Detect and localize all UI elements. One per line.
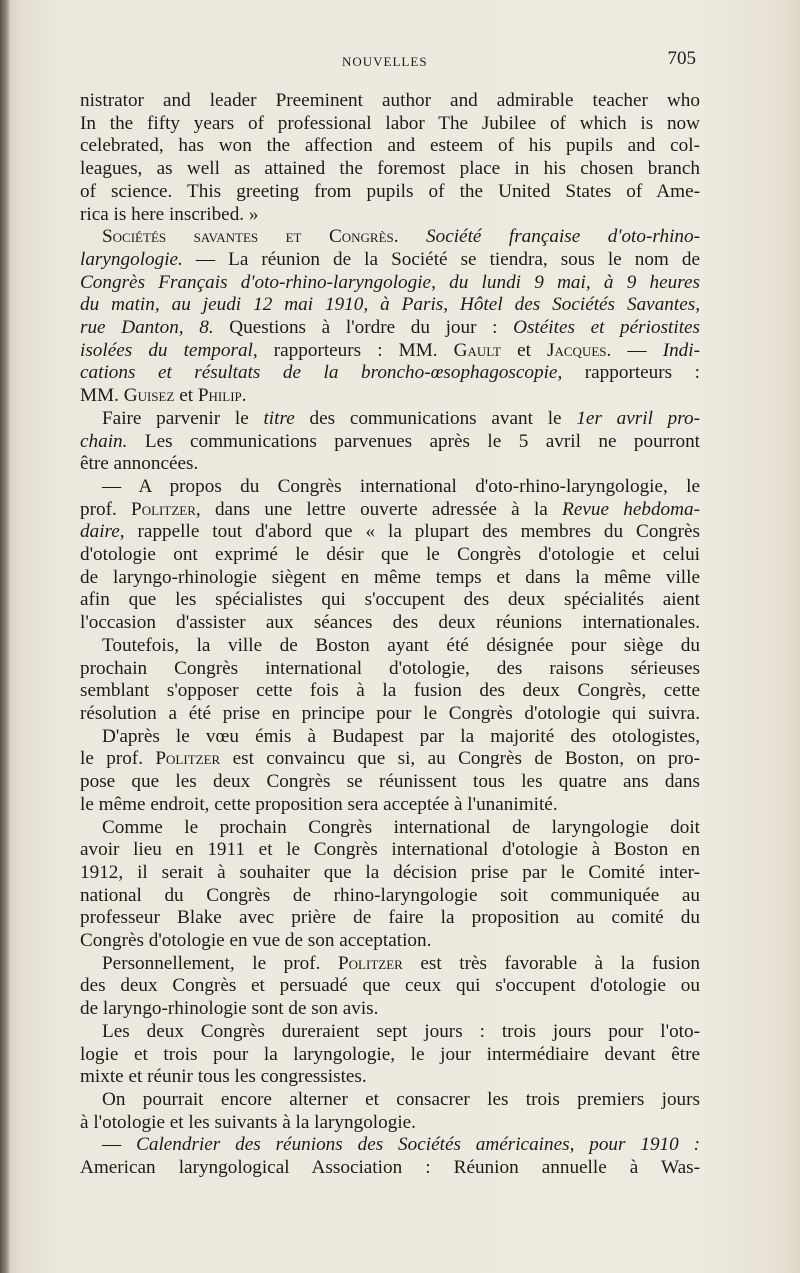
text-line: Congrès d'otologie en vue de son acceptation. — [80, 930, 432, 952]
text-span: Questions à l'ordre du jour : — [213, 317, 514, 339]
text-line: Toutefois, la ville de Boston ayant été désignée pour siège du — [102, 634, 700, 656]
journal-title: Revue hebdoma- — [562, 498, 700, 520]
text-line: résolution a été prise en principe pour le Congrès d'otologie qui suivra. — [80, 702, 700, 724]
text-line: l'occasion d'assister aux séances des deux réunions internationales. — [80, 612, 700, 634]
text-line — [80, 294, 700, 317]
text-span: le prof. — [80, 748, 156, 770]
author-name: Guisez — [123, 385, 175, 407]
author-name: Politzer — [131, 498, 196, 520]
book-spine-shadow — [0, 0, 10, 1273]
text-span: et — [501, 339, 548, 361]
text-span: , rappelle tout d'abord que « la plupart des membres du Congrès — [119, 521, 700, 543]
text-line — [80, 521, 700, 544]
text-line: mixte et réunir tous les congressistes. — [80, 1066, 367, 1088]
text-span: prof. — [80, 498, 132, 520]
text-span: rapporteurs : MM. — [257, 339, 454, 361]
text-line: à l'otologie et les suivants à la laryngologie. — [80, 1111, 416, 1133]
society-name: Société française d'oto-rhino- — [426, 226, 700, 248]
text-span: rapporteurs : — [562, 362, 700, 384]
text-line: de laryngo-rhinologie siègent en même temps et dans la même ville — [80, 566, 700, 588]
text-line: In the fifty years of professional labor The Jubilee of which is now — [80, 112, 700, 134]
text-line — [80, 408, 700, 431]
text-line — [80, 499, 700, 522]
author-name: Philip — [197, 385, 242, 407]
italic-span: Congrès Français d'oto-rhino-laryngologie, du lundi 9 mai, à 9 heures — [80, 271, 700, 293]
text-line: Comme le prochain Congrès international de laryngologie doit — [102, 816, 700, 838]
italic-span: 1er avril pro- — [576, 407, 700, 429]
text-line: de laryngo-rhinologie sont de son avis. — [80, 998, 379, 1020]
text-line: d'otologie ont exprimé le désir que le Congrès d'otologie et celui — [80, 544, 700, 566]
text-span: et — [174, 385, 198, 407]
text-span: Personnellement, le prof. — [102, 952, 338, 974]
italic-span: du matin, au jeudi 12 mai 1910, à Paris, Hôtel des Sociétés Savantes, — [80, 294, 700, 316]
italic-span: isolées du temporal, — [80, 339, 258, 361]
section-heading: Sociétés savantes et Congrès. — [102, 226, 399, 248]
text-line: pose que les deux Congrès se réunissent tous les quatre ans dans — [80, 771, 700, 793]
text-line: logie et trois pour la laryngologie, le jour intermédiaire devant être — [80, 1043, 700, 1065]
text-line: American laryngological Association : Réunion annuelle à Was- — [80, 1157, 700, 1179]
text-line — [80, 431, 700, 454]
text-line: des deux Congrès et persuadé que ceux qui s'occupent d'otologie ou — [80, 975, 700, 997]
italic-span: rue Danton, 8. — [80, 317, 214, 339]
text-line — [80, 317, 700, 340]
text-span: — — [102, 1134, 137, 1156]
text-line: semblant s'opposer cette fois à la fusion des deux Congrès, cette — [80, 680, 700, 702]
text-span: , dans une lettre ouverte adressée à la — [195, 498, 563, 520]
society-name-cont: laryngologie. — [80, 248, 183, 270]
text-line: — A propos du Congrès international d'oto-rhino-laryngologie, le — [102, 475, 700, 497]
text-line: of science. This greeting from pupils of the United States of Ame- — [80, 180, 700, 202]
text-span: — La réunion de la Société se tiendra, sous le nom de — [182, 248, 700, 270]
text-span: est très favorable à la fusion — [402, 952, 701, 974]
text-span: MM. — [80, 385, 124, 407]
page-header — [80, 44, 696, 84]
italic-span: chain. — [80, 430, 128, 452]
text-line: national du Congrès de rhino-laryngologie soit communiquée au — [80, 884, 700, 906]
text-line: nistrator and leader Preeminent author and admirable teacher who — [80, 90, 700, 111]
text-span: . — — [606, 339, 663, 361]
running-head: NOUVELLES — [342, 54, 428, 69]
author-name: Politzer — [338, 952, 403, 974]
text-line: On pourrait encore alterner et consacrer les trois premiers jours — [102, 1088, 700, 1110]
text-line: rica is here inscribed. » — [80, 203, 259, 225]
text-line: avoir lieu en 1911 et le Congrès international d'otologie à Boston en — [80, 839, 700, 861]
italic-span: cations et résultats de la broncho-œsophagoscopie, — [80, 362, 563, 384]
text-line: le même endroit, cette proposition sera acceptée à l'unanimité. — [80, 793, 558, 815]
text-line — [80, 272, 700, 295]
author-name: Politzer — [155, 748, 221, 770]
text-line — [80, 1134, 700, 1157]
text-span: Les communications parvenues après le 5 avril ne pourront — [127, 430, 700, 452]
text-line — [80, 953, 700, 976]
author-name: Gault — [453, 339, 501, 361]
text-line — [80, 340, 700, 363]
italic-span: Calendrier des réunions des Sociétés américaines, pour 1910 : — [136, 1134, 700, 1156]
italic-span: Indi- — [662, 339, 700, 361]
text-span: est convaincu que si, au Congrès de Boston, on pro- — [220, 748, 700, 770]
journal-title-cont: daire — [80, 521, 120, 543]
author-name: Jacques — [547, 339, 607, 361]
text-span: des communications avant le — [294, 407, 577, 429]
text-line: D'après le vœu émis à Budapest par la majorité des otologistes, — [102, 725, 700, 747]
text-span: . — [241, 385, 247, 407]
text-line: leagues, as well as attained the foremost place in his chosen branch — [80, 158, 700, 180]
text-line: celebrated, has won the affection and esteem of his pupils and col- — [80, 135, 700, 157]
text-line: afin que les spécialistes qui s'occupent des deux spécialités aient — [80, 589, 700, 611]
text-line — [80, 748, 700, 771]
text-line: Les deux Congrès dureraient sept jours : trois jours pour l'oto- — [102, 1020, 700, 1042]
text-line: prochain Congrès international d'otologie, des raisons sérieuses — [80, 657, 700, 679]
text-line — [80, 249, 700, 272]
page-number: 705 — [667, 48, 696, 69]
body-text — [80, 90, 700, 1180]
text-line — [80, 385, 700, 408]
text-line: 1912, il serait à souhaiter que la décision prise par le Comité inter- — [80, 861, 700, 883]
italic-span: Ostéites et périostites — [513, 317, 701, 339]
text-line — [80, 362, 700, 385]
text-span: Faire parvenir le — [102, 407, 264, 429]
text-line — [80, 226, 700, 249]
text-line: professeur Blake avec prière de faire la proposition au comité du — [80, 907, 700, 929]
italic-span: titre — [263, 407, 295, 429]
text-line: être annoncées. — [80, 453, 199, 475]
